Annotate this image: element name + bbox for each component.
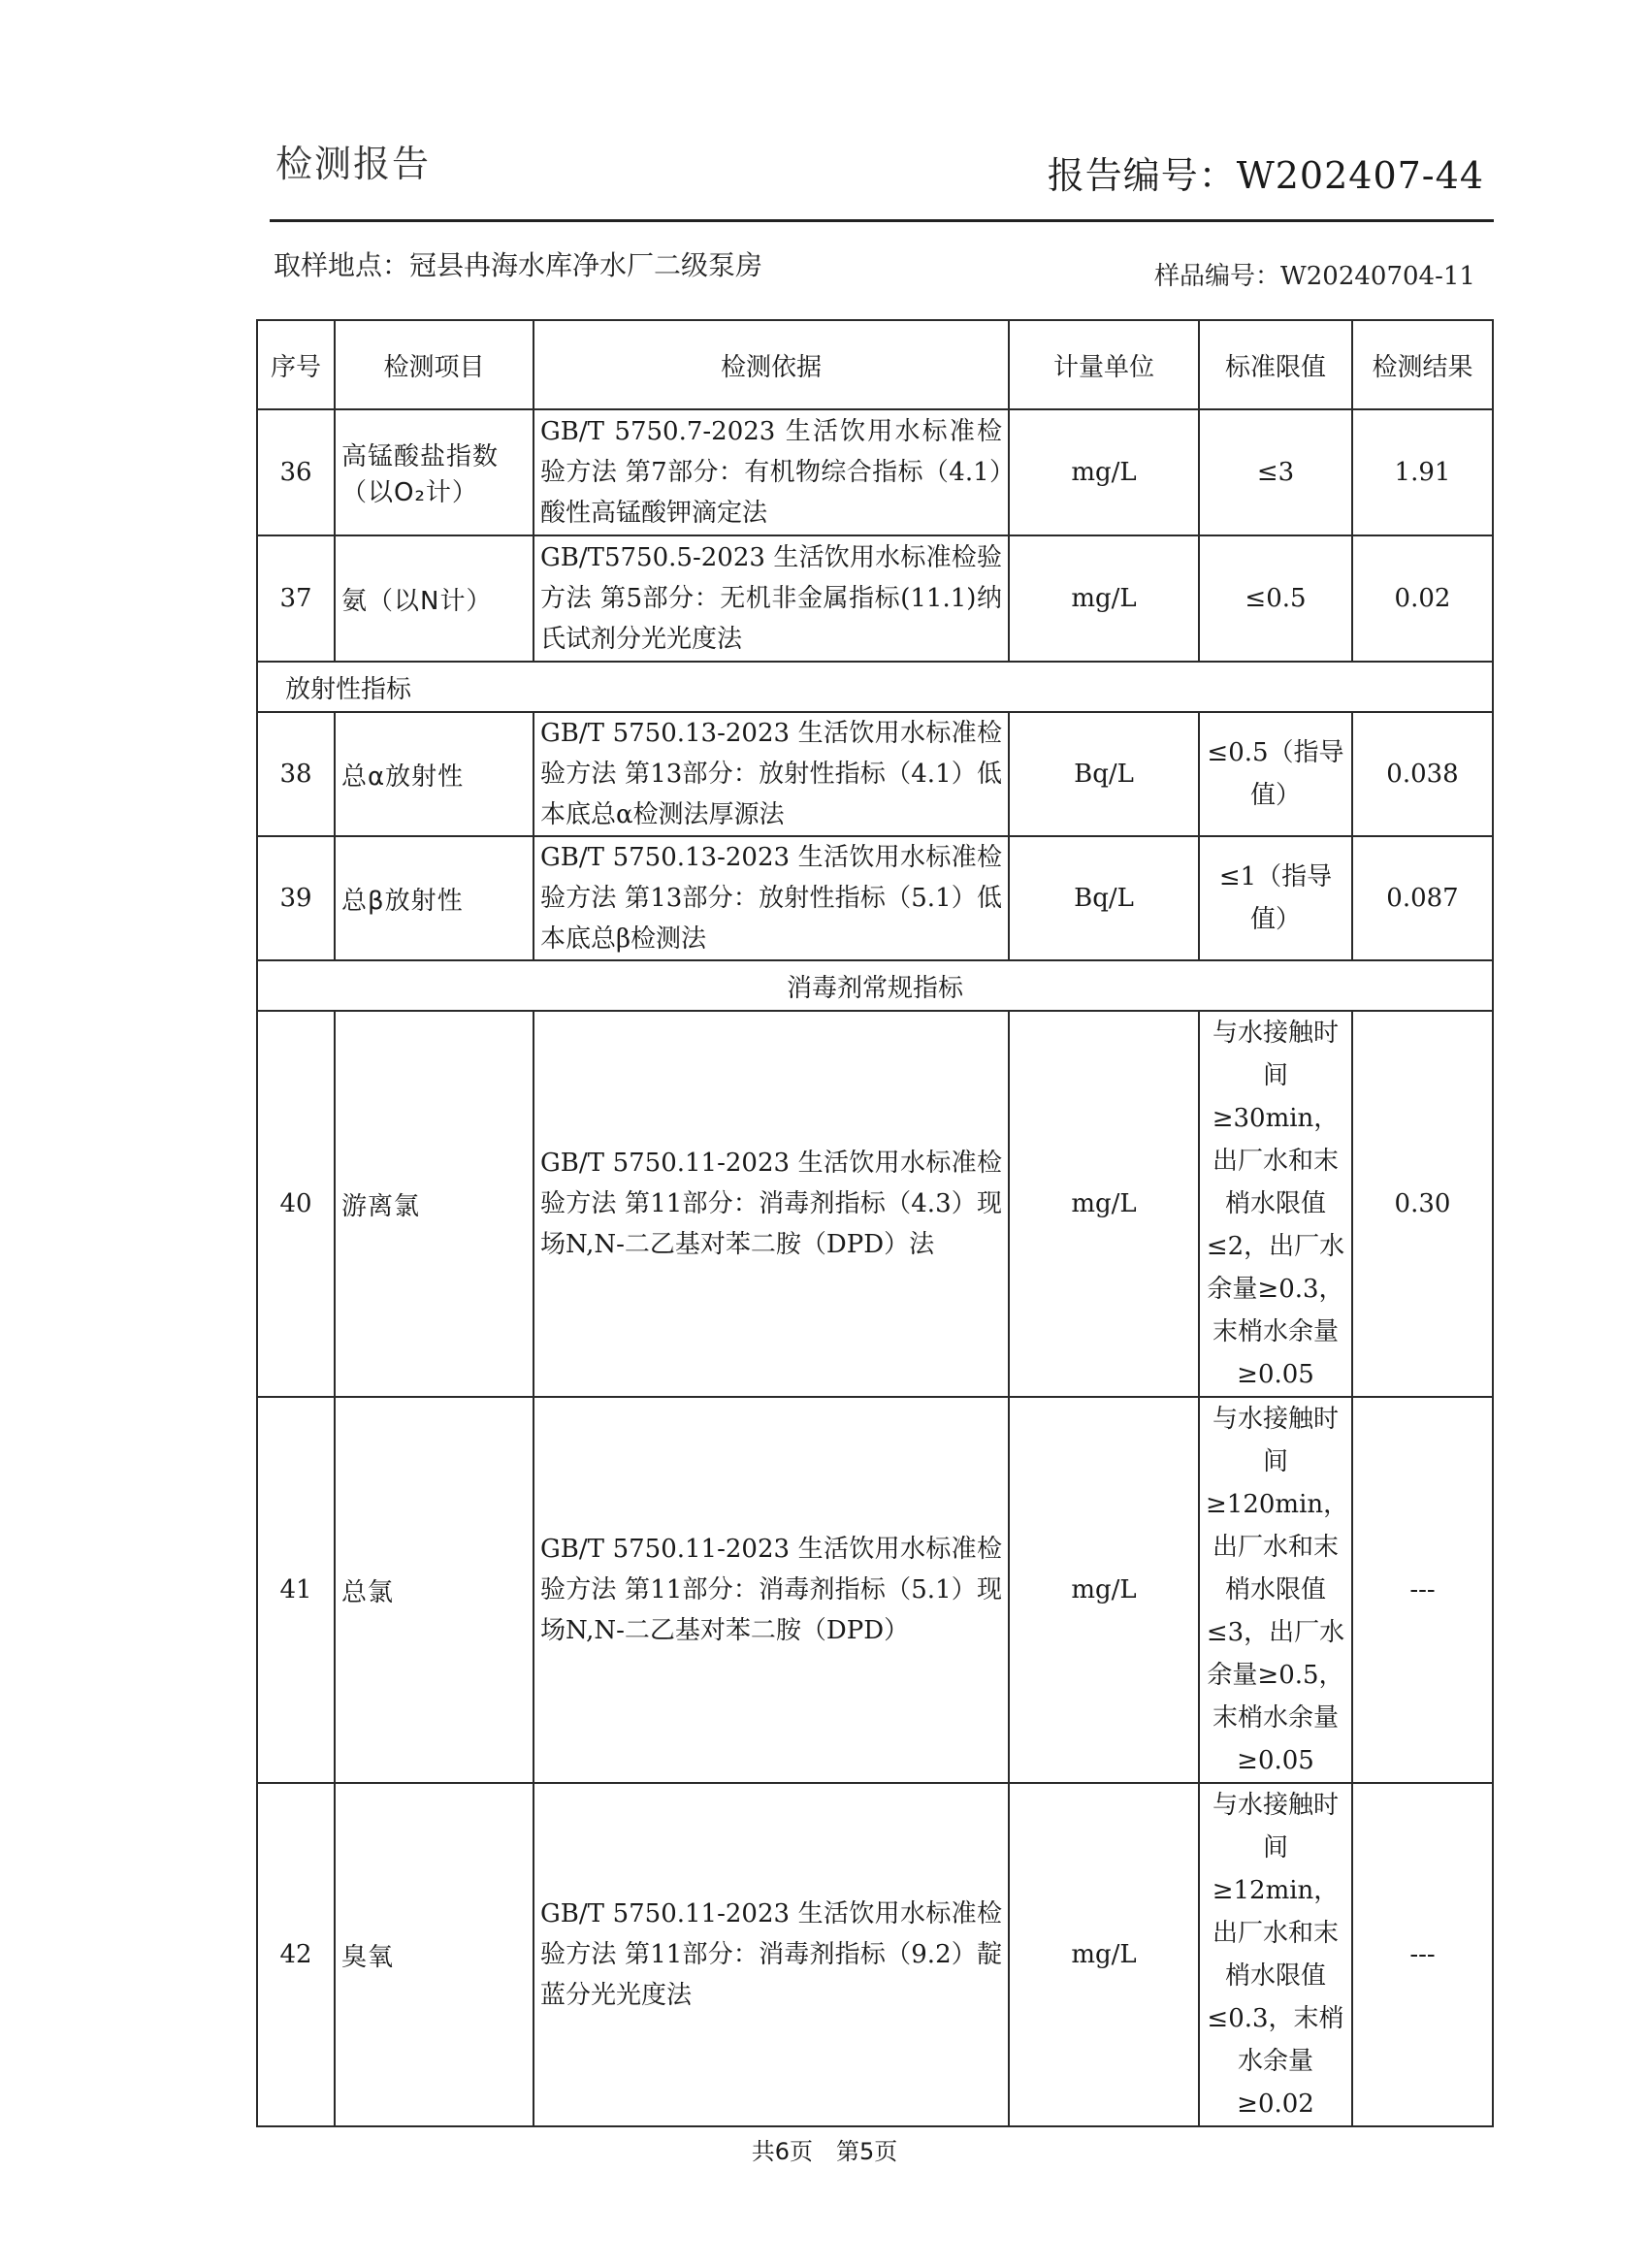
row-result: --- — [1352, 1397, 1493, 1783]
row-basis: GB/T 5750.13-2023 生活饮用水标准检验方法 第13部分：放射性指标（5.1）低本底总β检测法 — [534, 836, 1009, 960]
row-limit: ≤1（指导值） — [1199, 836, 1352, 960]
sample-number — [1154, 256, 1475, 292]
header-basis: 检测依据 — [534, 320, 1009, 409]
row-item: 氨（以N计） — [335, 535, 534, 662]
row-limit: 与水接触时间≥30min，出厂水和末梢水限值≤2，出厂水余量≥0.3，末梢水余量≥0.05 — [1199, 1011, 1352, 1397]
row-limit: ≤0.5（指导值） — [1199, 712, 1352, 836]
section-row — [257, 960, 1493, 1011]
row-unit: mg/L — [1009, 1011, 1199, 1397]
row-result: 0.038 — [1352, 712, 1493, 836]
row-item: 总α放射性 — [335, 712, 534, 836]
header-unit: 计量单位 — [1009, 320, 1199, 409]
row-no: 40 — [257, 1011, 335, 1397]
report-number: 报告编号：W202407-44 — [1047, 154, 1484, 197]
row-basis: GB/T 5750.11-2023 生活饮用水标准检验方法 第11部分：消毒剂指标（9.2）靛蓝分光光度法 — [534, 1783, 1009, 2126]
table-row — [257, 1397, 1493, 1783]
table-row — [257, 1011, 1493, 1397]
row-no: 41 — [257, 1397, 335, 1783]
row-basis: GB/T 5750.11-2023 生活饮用水标准检验方法 第11部分：消毒剂指标（4.3）现场N,N-二乙基对苯二胺（DPD）法 — [534, 1011, 1009, 1397]
header-no: 序号 — [257, 320, 335, 409]
sample-number-value: W20240704-11 — [1280, 262, 1475, 291]
row-basis: GB/T5750.5-2023 生活饮用水标准检验方法 第5部分：无机非金属指标(11.1)纳氏试剂分光光度法 — [534, 535, 1009, 662]
row-result: 0.30 — [1352, 1011, 1493, 1397]
row-unit: mg/L — [1009, 535, 1199, 662]
table-header-row — [257, 320, 1493, 409]
header-result: 检测结果 — [1352, 320, 1493, 409]
row-item: 总氯 — [335, 1397, 534, 1783]
row-unit: mg/L — [1009, 1783, 1199, 2126]
row-unit: mg/L — [1009, 1397, 1199, 1783]
row-limit: ≤0.5 — [1199, 535, 1352, 662]
sampling-location-label: 取样地点： — [274, 249, 410, 281]
current-page: 第5页 — [836, 2138, 898, 2165]
document-title: 检测报告 — [275, 143, 432, 185]
table-row — [257, 712, 1493, 836]
section-row — [257, 662, 1493, 712]
row-item: 臭氧 — [335, 1783, 534, 2126]
row-unit: mg/L — [1009, 409, 1199, 535]
sampling-location — [274, 244, 762, 283]
row-unit: Bq/L — [1009, 712, 1199, 836]
table-row — [257, 535, 1493, 662]
table-row — [257, 836, 1493, 960]
row-result: 0.087 — [1352, 836, 1493, 960]
table-row — [257, 409, 1493, 535]
row-no: 37 — [257, 535, 335, 662]
results-table — [256, 319, 1494, 2127]
row-limit: 与水接触时间≥120min，出厂水和末梢水限值≤3，出厂水余量≥0.5，末梢水余量≥0.05 — [1199, 1397, 1352, 1783]
row-unit: Bq/L — [1009, 836, 1199, 960]
row-result: 0.02 — [1352, 535, 1493, 662]
row-no: 39 — [257, 836, 335, 960]
page-footer — [0, 2132, 1649, 2166]
table-row — [257, 1783, 1493, 2126]
row-basis: GB/T 5750.7-2023 生活饮用水标准检验方法 第7部分：有机物综合指标（4.1）酸性高锰酸钾滴定法 — [534, 409, 1009, 535]
sample-number-label: 样品编号： — [1154, 262, 1281, 291]
section-disinfectant: 消毒剂常规指标 — [257, 960, 1493, 1011]
row-result: --- — [1352, 1783, 1493, 2126]
header-item: 检测项目 — [335, 320, 534, 409]
header-limit: 标准限值 — [1199, 320, 1352, 409]
section-radioactive: 放射性指标 — [257, 662, 1493, 712]
row-no: 36 — [257, 409, 335, 535]
row-basis: GB/T 5750.11-2023 生活饮用水标准检验方法 第11部分：消毒剂指标（5.1）现场N,N-二乙基对苯二胺（DPD） — [534, 1397, 1009, 1783]
page-header — [270, 122, 1494, 222]
sampling-location-value: 冠县冉海水库净水厂二级泵房 — [409, 249, 763, 281]
row-result: 1.91 — [1352, 409, 1493, 535]
row-no: 38 — [257, 712, 335, 836]
row-basis: GB/T 5750.13-2023 生活饮用水标准检验方法 第13部分：放射性指标（4.1）低本底总α检测法厚源法 — [534, 712, 1009, 836]
total-pages: 共6页 — [751, 2138, 813, 2165]
row-item: 高锰酸盐指数（以O₂计） — [335, 409, 534, 535]
row-item: 总β放射性 — [335, 836, 534, 960]
row-no: 42 — [257, 1783, 335, 2126]
row-limit: 与水接触时间≥12min，出厂水和末梢水限值≤0.3，末梢水余量≥0.02 — [1199, 1783, 1352, 2126]
row-item: 游离氯 — [335, 1011, 534, 1397]
row-limit: ≤3 — [1199, 409, 1352, 535]
